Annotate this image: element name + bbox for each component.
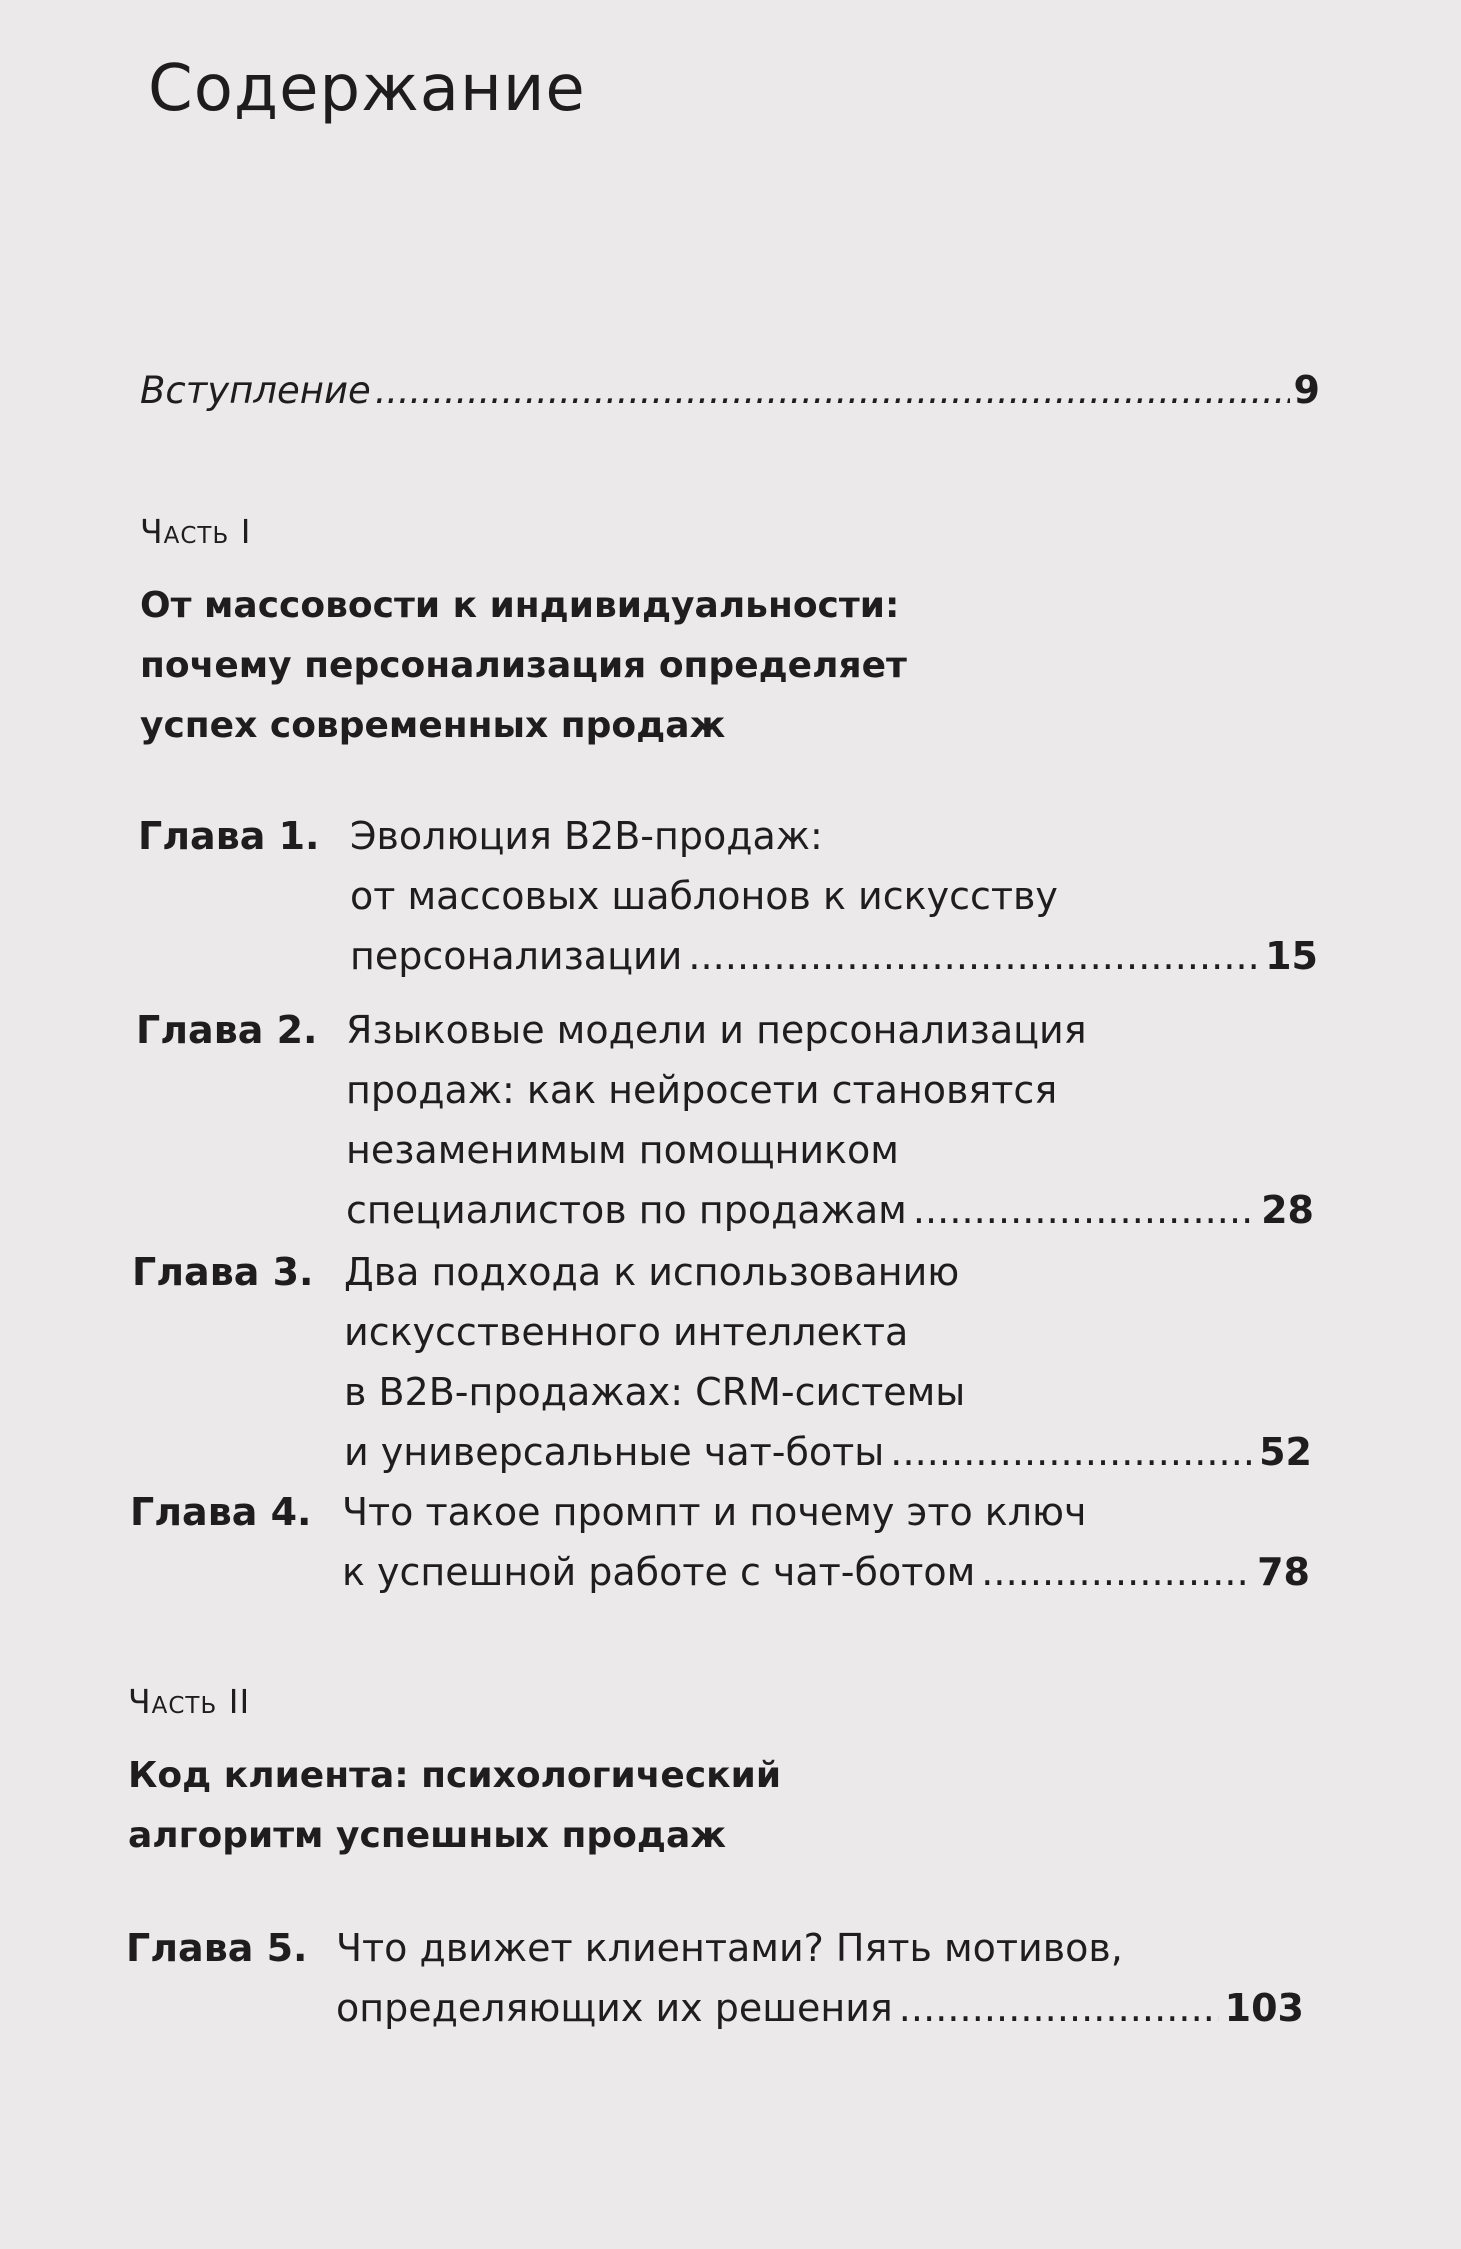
part-2-title [128,1746,781,1866]
part-2-title-line: алгоритм успешных продаж [128,1815,727,1856]
chapter-5-title-line: определяющих их решения [336,1986,893,2030]
chapter-2-title-line: незаменимым помощником [346,1128,899,1172]
chapter-5-label: Глава 5. [126,1926,308,1970]
chapter-2-label: Глава 2. [136,1008,318,1052]
chapter-3-title-line: в B2B-продажах: CRM-системы [344,1370,966,1414]
toc-entry-chapter-1[interactable] [138,806,1318,986]
page-title: Содержание [148,52,586,126]
part-2-title-line: Код клиента: психологический [128,1755,782,1796]
part-1-title-line: От массовости к индивидуальности: [140,585,900,626]
chapter-1-title-line: от массовых шаблонов к искусству [350,874,1058,918]
chapter-1-label: Глава 1. [138,814,320,858]
chapter-5-title-line: Что движет клиентами? Пять мотивов, [336,1926,1123,1970]
chapter-1-page-number: 15 [1265,934,1318,978]
chapter-4-title-line: Что такое промпт и почему это ключ [342,1490,1087,1534]
dot-leader [890,1422,1253,1482]
toc-entry-chapter-4[interactable] [130,1482,1310,1602]
chapter-4-title-line: к успешной работе с чат-ботом [342,1550,976,1594]
dot-leader [913,1180,1255,1240]
part-1-title-line: успех современных продаж [140,705,726,746]
dot-leader [688,926,1259,986]
chapter-1-title-line: персонализации [350,934,683,978]
chapter-3-title-line: Два подхода к использованию [344,1250,960,1294]
dot-leader [899,1978,1219,2038]
part-1-label: Часть I [140,512,252,551]
part-1-title [140,576,907,756]
chapter-2-title-line: продаж: как нейросети становятся [346,1068,1058,1112]
dot-leader [375,369,1290,412]
chapter-3-title-line: искусственного интеллекта [344,1310,909,1354]
intro-label: Вступление [140,369,371,412]
chapter-4-label: Глава 4. [130,1490,312,1534]
chapter-4-page-number: 78 [1257,1550,1310,1594]
part-1-title-line: почему персонализация определяет [140,645,907,686]
chapter-2-title-line: Языковые модели и персонализация [346,1008,1087,1052]
toc-entry-chapter-5[interactable] [126,1918,1304,2038]
chapter-1-title-line: Эволюция B2B-продаж: [350,814,823,858]
chapter-3-title-line: и универсальные чат-боты [344,1430,885,1474]
toc-entry-intro[interactable] [140,368,1320,412]
dot-leader [981,1542,1251,1602]
chapter-3-page-number: 52 [1259,1430,1312,1474]
part-2-label: Часть II [128,1682,251,1721]
toc-entry-chapter-3[interactable] [132,1242,1312,1482]
chapter-5-page-number: 103 [1224,1986,1304,2030]
intro-page-number: 9 [1293,368,1320,412]
chapter-2-page-number: 28 [1261,1188,1314,1232]
chapter-2-title-line: специалистов по продажам [346,1188,907,1232]
toc-entry-chapter-2[interactable] [136,1000,1314,1240]
chapter-3-label: Глава 3. [132,1250,314,1294]
